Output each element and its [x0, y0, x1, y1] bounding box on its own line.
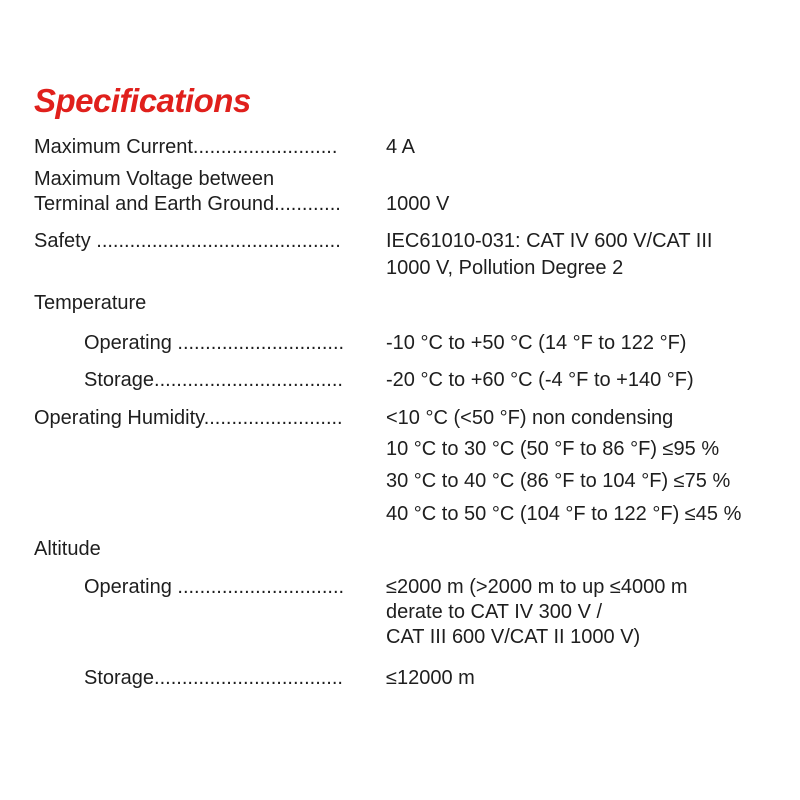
altitude-operating-value-line: ≤2000 m (>2000 m to up ≤4000 m [386, 576, 688, 598]
temperature-storage-value: -20 °C to +60 °C (-4 °F to +140 °F) [386, 369, 694, 391]
temperature-storage-label: Storage.................................. [84, 369, 343, 391]
safety-value-line2: 1000 V, Pollution Degree 2 [386, 257, 624, 279]
safety-value-line1: IEC61010-031: CAT IV 600 V/CAT III [386, 230, 713, 252]
safety-label: Safety ............................................ [34, 230, 341, 252]
temperature-heading: Temperature [34, 292, 147, 314]
altitude-storage-value: ≤12000 m [386, 667, 475, 689]
max-current-label: Maximum Current.......................... [34, 136, 338, 158]
temperature-operating-value: -10 °C to +50 °C (14 °F to 122 °F) [386, 332, 687, 354]
max-current-value: 4 A [386, 136, 415, 158]
max-voltage-value: 1000 V [386, 193, 450, 215]
altitude-storage-label: Storage.................................. [84, 667, 343, 689]
altitude-operating-label: Operating .............................. [84, 576, 345, 598]
altitude-heading: Altitude [34, 538, 101, 560]
humidity-value: <10 °C (<50 °F) non condensing [386, 407, 674, 429]
max-voltage-label-line2: Terminal and Earth Ground............ [34, 193, 341, 215]
altitude-operating-value-line: derate to CAT IV 300 V / [386, 601, 603, 623]
max-voltage-label-line1: Maximum Voltage between [34, 168, 275, 190]
humidity-value: 10 °C to 30 °C (50 °F to 86 °F) ≤95 % [386, 438, 720, 460]
humidity-value: 40 °C to 50 °C (104 °F to 122 °F) ≤45 % [386, 503, 742, 525]
temperature-operating-label: Operating .............................. [84, 332, 345, 354]
humidity-value: 30 °C to 40 °C (86 °F to 104 °F) ≤75 % [386, 470, 731, 492]
page-title: Specifications [34, 82, 251, 119]
altitude-operating-value-line: CAT III 600 V/CAT II 1000 V) [386, 626, 641, 648]
humidity-label: Operating Humidity......................... [34, 407, 343, 429]
